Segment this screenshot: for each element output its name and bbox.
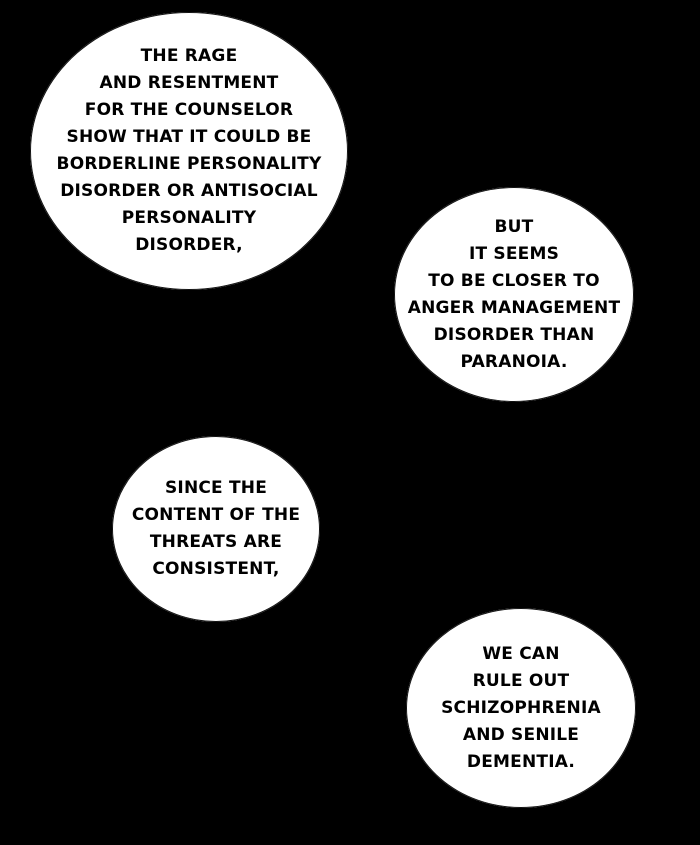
speech-bubble-1 — [30, 12, 348, 290]
speech-bubble-3 — [112, 436, 320, 622]
speech-bubble-4-text: WE CAN RULE OUT SCHIZOPHRENIA AND SENILE DEMENTIA. — [441, 643, 601, 772]
speech-bubble-4 — [406, 608, 636, 808]
speech-bubble-2 — [394, 187, 634, 402]
speech-bubble-2-text: BUT IT SEEMS TO BE CLOSER TO ANGER MANAGEMENT DISORDER THAN PARANOIA. — [407, 216, 621, 372]
speech-bubble-1-text: THE RAGE AND RESENTMENT FOR THE COUNSELOR SHOW THAT IT COULD BE BORDERLINE PERSONALITY DISORDER OR ANTISOCIAL PERSONALITY DISORDER, — [56, 46, 322, 255]
speech-bubble-3-text: SINCE THE CONTENT OF THE THREATS ARE CONSISTENT, — [131, 478, 301, 579]
